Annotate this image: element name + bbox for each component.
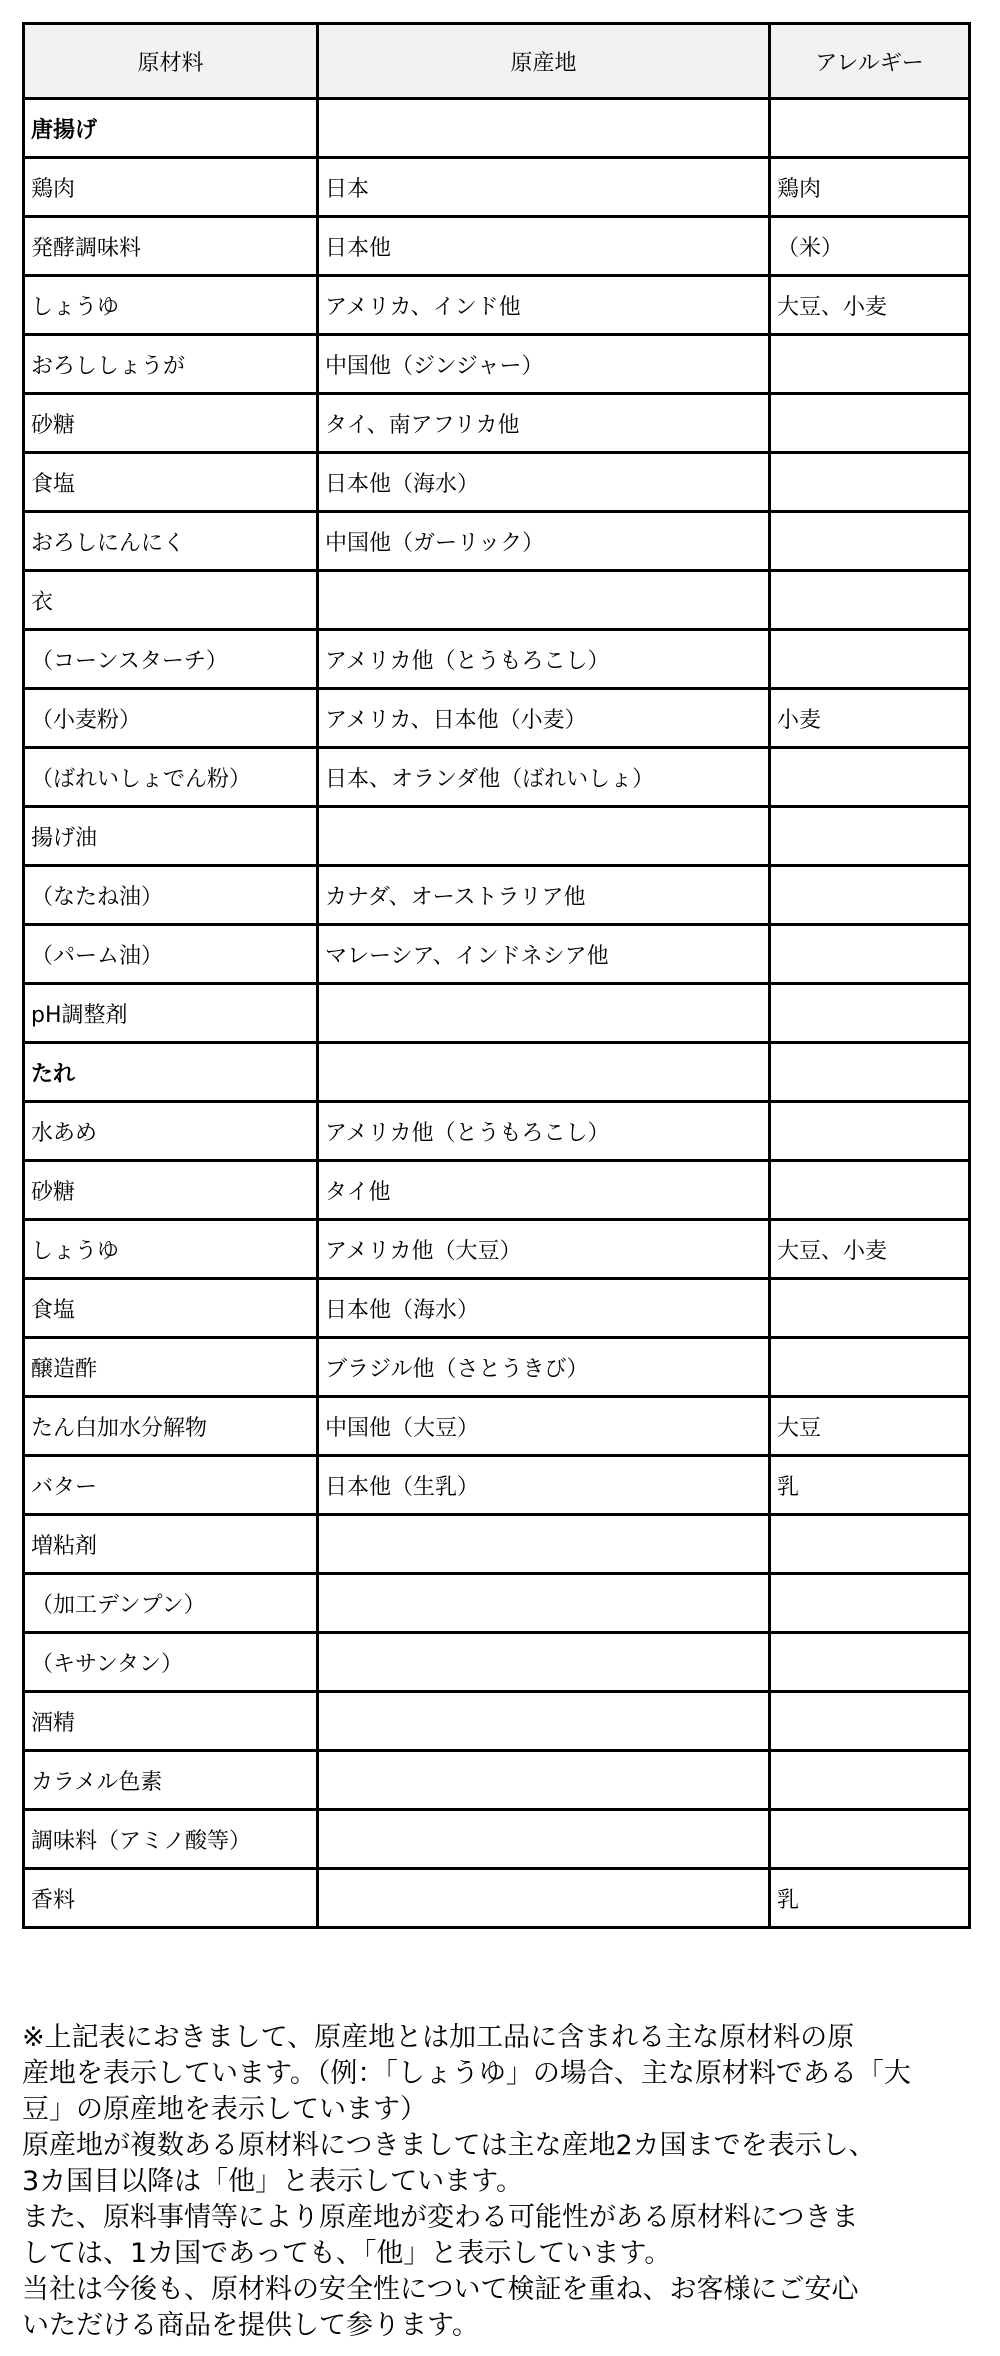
allergy-cell xyxy=(770,807,970,866)
table-row xyxy=(24,1810,970,1869)
table-row xyxy=(24,1220,970,1279)
table-row xyxy=(24,925,970,984)
allergy-cell xyxy=(770,1279,970,1338)
origin-cell xyxy=(318,99,770,158)
allergy-cell xyxy=(770,984,970,1043)
allergy-cell xyxy=(770,1810,970,1869)
material-cell: バター xyxy=(24,1456,318,1515)
table-row xyxy=(24,158,970,217)
origin-cell: 日本他 xyxy=(318,217,770,276)
allergy-cell xyxy=(770,335,970,394)
allergy-cell xyxy=(770,1338,970,1397)
allergy-cell xyxy=(770,1515,970,1574)
material-cell: （加工デンプン） xyxy=(24,1574,318,1633)
material-cell: 酒精 xyxy=(24,1692,318,1751)
allergy-cell xyxy=(770,630,970,689)
origin-cell xyxy=(318,1869,770,1928)
allergy-cell xyxy=(770,1751,970,1810)
header-material: 原材料 xyxy=(24,24,318,99)
allergy-cell: 大豆、小麦 xyxy=(770,276,970,335)
origin-cell: アメリカ他（大豆） xyxy=(318,1220,770,1279)
allergy-cell: （米） xyxy=(770,217,970,276)
table-row xyxy=(24,1692,970,1751)
allergy-cell xyxy=(770,866,970,925)
table-row xyxy=(24,1338,970,1397)
allergy-cell xyxy=(770,99,970,158)
table-row xyxy=(24,1869,970,1928)
origin-cell xyxy=(318,807,770,866)
origin-cell xyxy=(318,984,770,1043)
allergy-cell xyxy=(770,394,970,453)
material-cell: 揚げ油 xyxy=(24,807,318,866)
allergy-cell xyxy=(770,1574,970,1633)
allergy-cell xyxy=(770,748,970,807)
origin-cell: 中国他（ガーリック） xyxy=(318,512,770,571)
material-cell: 調味料（アミノ酸等） xyxy=(24,1810,318,1869)
material-cell: 増粘剤 xyxy=(24,1515,318,1574)
origin-cell: マレーシア、インドネシア他 xyxy=(318,925,770,984)
origin-cell: 中国他（ジンジャー） xyxy=(318,335,770,394)
origin-table xyxy=(22,22,971,1929)
table-row xyxy=(24,630,970,689)
table-row xyxy=(24,99,970,158)
material-cell: 唐揚げ xyxy=(24,99,318,158)
table-row xyxy=(24,1161,970,1220)
material-cell: 砂糖 xyxy=(24,394,318,453)
origin-cell xyxy=(318,1633,770,1692)
origin-cell xyxy=(318,1515,770,1574)
allergy-cell: 大豆、小麦 xyxy=(770,1220,970,1279)
allergy-cell xyxy=(770,571,970,630)
allergy-cell: 乳 xyxy=(770,1869,970,1928)
table-row xyxy=(24,1397,970,1456)
origin-cell xyxy=(318,571,770,630)
table-row xyxy=(24,571,970,630)
note-line: 原産地が複数ある原材料につきましては主な産地2カ国までを表示し、 xyxy=(22,2130,876,2161)
allergy-cell: 小麦 xyxy=(770,689,970,748)
origin-cell: ブラジル他（さとうきび） xyxy=(318,1338,770,1397)
material-cell: たれ xyxy=(24,1043,318,1102)
allergy-cell xyxy=(770,1161,970,1220)
origin-cell: タイ、南アフリカ他 xyxy=(318,394,770,453)
origin-cell: 日本他（海水） xyxy=(318,1279,770,1338)
material-cell: 醸造酢 xyxy=(24,1338,318,1397)
material-cell: 香料 xyxy=(24,1869,318,1928)
table-row xyxy=(24,1515,970,1574)
material-cell: しょうゆ xyxy=(24,276,318,335)
footnotes xyxy=(22,2020,982,2344)
note-line: 産地を表示しています。（例：「しょうゆ」の場合、主な原材料である「大 xyxy=(22,2058,911,2089)
origin-cell xyxy=(318,1574,770,1633)
origin-cell: アメリカ他（とうもろこし） xyxy=(318,1102,770,1161)
note-line: ※上記表におきまして、原産地とは加工品に含まれる主な原材料の原 xyxy=(22,2022,855,2053)
material-cell: 発酵調味料 xyxy=(24,217,318,276)
table-row xyxy=(24,394,970,453)
material-cell: （なたね油） xyxy=(24,866,318,925)
material-cell: （パーム油） xyxy=(24,925,318,984)
material-cell: 食塩 xyxy=(24,1279,318,1338)
note-line: いただける商品を提供して参ります。 xyxy=(22,2310,479,2341)
origin-cell: カナダ、オーストラリア他 xyxy=(318,866,770,925)
material-cell: （コーンスターチ） xyxy=(24,630,318,689)
table-row xyxy=(24,1043,970,1102)
allergy-cell: 大豆 xyxy=(770,1397,970,1456)
table-row xyxy=(24,748,970,807)
material-cell: 水あめ xyxy=(24,1102,318,1161)
table-row xyxy=(24,512,970,571)
origin-cell: アメリカ他（とうもろこし） xyxy=(318,630,770,689)
origin-cell xyxy=(318,1043,770,1102)
origin-cell: 日本他（生乳） xyxy=(318,1456,770,1515)
header-origin: 原産地 xyxy=(318,24,770,99)
table-row xyxy=(24,1574,970,1633)
material-cell: （キサンタン） xyxy=(24,1633,318,1692)
allergy-cell xyxy=(770,925,970,984)
allergy-cell xyxy=(770,453,970,512)
origin-cell: アメリカ、日本他（小麦） xyxy=(318,689,770,748)
material-cell: 食塩 xyxy=(24,453,318,512)
material-cell: しょうゆ xyxy=(24,1220,318,1279)
note-line: 当社は今後も、原材料の安全性について検証を重ね、お客様にご安心 xyxy=(22,2274,859,2305)
table-row xyxy=(24,1751,970,1810)
table-row xyxy=(24,1633,970,1692)
origin-cell: タイ他 xyxy=(318,1161,770,1220)
material-cell: 衣 xyxy=(24,571,318,630)
note-line: 豆」の原産地を表示しています） xyxy=(22,2094,427,2125)
origin-cell: 日本他（海水） xyxy=(318,453,770,512)
allergy-cell xyxy=(770,1102,970,1161)
table-row xyxy=(24,335,970,394)
table-row xyxy=(24,1102,970,1161)
origin-cell: 日本、オランダ他（ばれいしょ） xyxy=(318,748,770,807)
origin-cell: 中国他（大豆） xyxy=(318,1397,770,1456)
origin-cell: 日本 xyxy=(318,158,770,217)
table-row xyxy=(24,1279,970,1338)
table-row xyxy=(24,276,970,335)
table-row xyxy=(24,866,970,925)
allergy-cell: 乳 xyxy=(770,1456,970,1515)
note-line: しては、1カ国であっても、「他」と表示しています。 xyxy=(22,2238,672,2269)
material-cell: カラメル色素 xyxy=(24,1751,318,1810)
table-row xyxy=(24,807,970,866)
origin-cell xyxy=(318,1692,770,1751)
material-cell: （小麦粉） xyxy=(24,689,318,748)
material-cell: pH調整剤 xyxy=(24,984,318,1043)
table-row xyxy=(24,689,970,748)
table-row xyxy=(24,217,970,276)
table-row xyxy=(24,1456,970,1515)
allergy-cell xyxy=(770,512,970,571)
material-cell: おろしにんにく xyxy=(24,512,318,571)
allergy-cell xyxy=(770,1043,970,1102)
table-body xyxy=(24,99,970,1928)
allergy-cell: 鶏肉 xyxy=(770,158,970,217)
origin-cell: アメリカ、インド他 xyxy=(318,276,770,335)
header-allergy: アレルギー xyxy=(770,24,970,99)
table-header-row xyxy=(24,24,970,99)
origin-cell xyxy=(318,1810,770,1869)
material-cell: 鶏肉 xyxy=(24,158,318,217)
allergy-cell xyxy=(770,1633,970,1692)
origin-cell xyxy=(318,1751,770,1810)
note-line: 3カ国目以降は「他」と表示しています。 xyxy=(22,2166,524,2197)
material-cell: おろししょうが xyxy=(24,335,318,394)
table-row xyxy=(24,453,970,512)
allergy-cell xyxy=(770,1692,970,1751)
table-row xyxy=(24,984,970,1043)
material-cell: 砂糖 xyxy=(24,1161,318,1220)
material-cell: たん白加水分解物 xyxy=(24,1397,318,1456)
material-cell: （ばれいしょでん粉） xyxy=(24,748,318,807)
note-line: また、原料事情等により原産地が変わる可能性がある原材料につきま xyxy=(22,2202,859,2233)
